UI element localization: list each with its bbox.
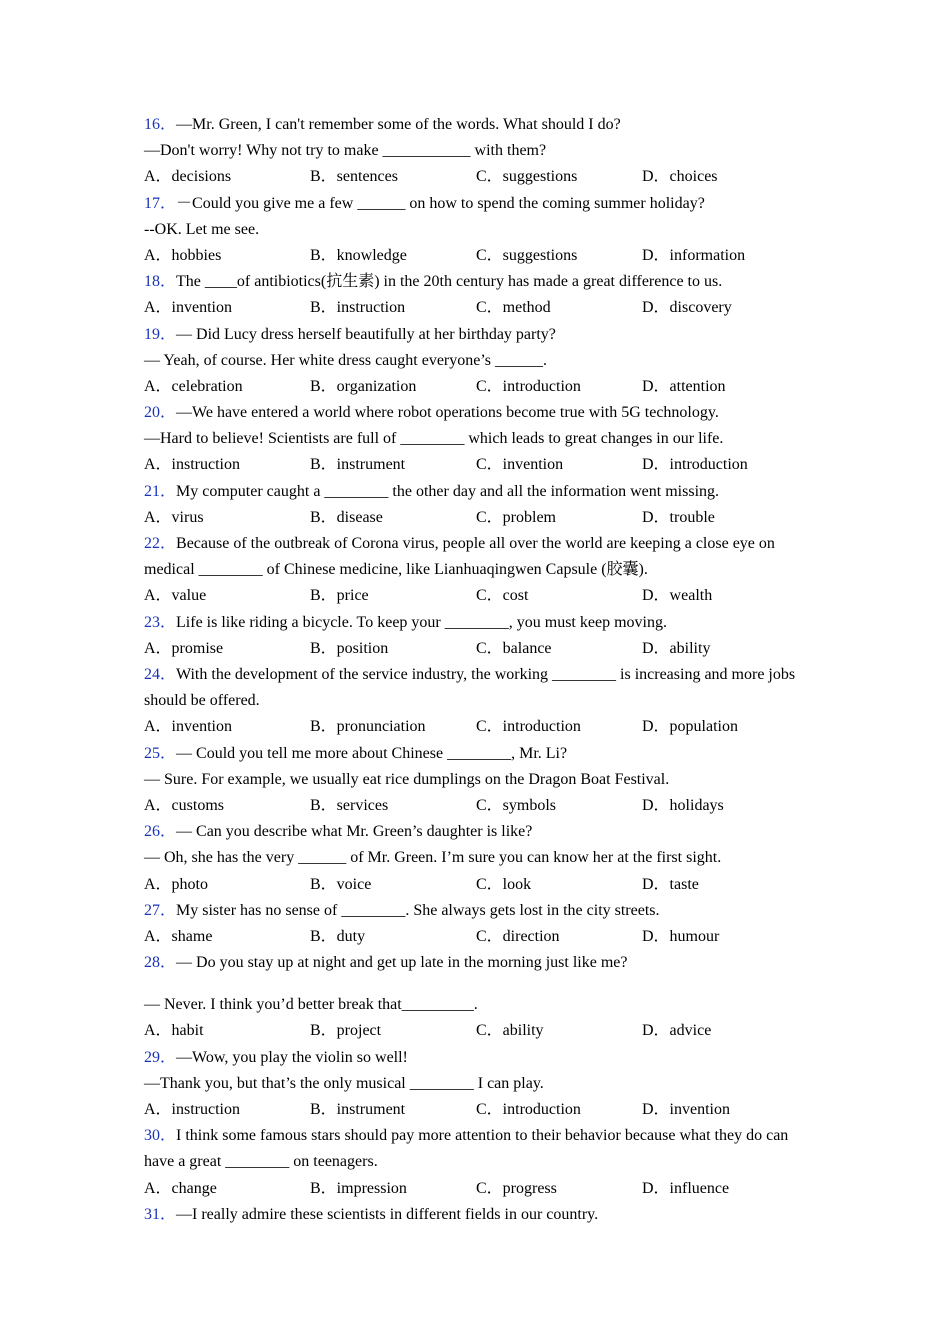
option-d[interactable]: D．discovery (642, 299, 732, 317)
options (144, 295, 810, 321)
option-a[interactable]: A．celebration (144, 377, 243, 395)
option-c[interactable]: C．progress (476, 1179, 557, 1197)
question-number: 28． (144, 954, 177, 972)
question-stem: 18．The ____of antibiotics(抗生素) in the 20th century has made a great difference to us. (144, 273, 723, 291)
options (144, 164, 810, 190)
option-c[interactable]: C．invention (476, 456, 564, 474)
question-31 (144, 1202, 810, 1228)
option-a[interactable]: A．value (144, 587, 207, 605)
options (144, 243, 810, 269)
option-b[interactable]: B．position (310, 639, 389, 657)
blank-gap (144, 976, 810, 992)
options (144, 1176, 810, 1202)
question-stem: 17．－Could you give me a few ______ on how to spend the coming summer holiday? (144, 194, 705, 212)
question-stem-line: — Oh, she has the very ______ of Mr. Green. I’m sure you can know her at the first sight. (144, 849, 722, 867)
option-c[interactable]: C．direction (476, 927, 560, 945)
option-d[interactable]: D．choices (642, 168, 718, 186)
question-stem-line: — Never. I think you’d better break that_________. (144, 996, 478, 1014)
question-30 (144, 1123, 810, 1202)
option-a[interactable]: A．shame (144, 927, 213, 945)
option-d[interactable]: D．wealth (642, 587, 713, 605)
question-stem: 16．—Mr. Green, I can't remember some of the words. What should I do? (144, 116, 621, 133)
option-c[interactable]: C．suggestions (476, 168, 578, 186)
option-d[interactable]: D．information (642, 246, 746, 264)
question-19 (144, 322, 810, 401)
option-d[interactable]: D．influence (642, 1179, 730, 1197)
question-stem: 24．With the development of the service industry, the working ________ is increasing and more jobs should be offered. (144, 665, 796, 710)
option-b[interactable]: B．instrument (310, 456, 406, 474)
question-number: 20． (144, 404, 177, 422)
option-b[interactable]: B．project (310, 1022, 382, 1040)
question-number: 24． (144, 665, 177, 683)
question-list (144, 112, 810, 1228)
question-stem: 26．— Can you describe what Mr. Green’s daughter is like? (144, 823, 533, 841)
option-d[interactable]: D．introduction (642, 456, 748, 474)
option-d[interactable]: D．attention (642, 377, 726, 395)
option-b[interactable]: B．services (310, 796, 389, 814)
option-c[interactable]: C．method (476, 299, 551, 317)
question-stem: 29．—Wow, you play the violin so well! (144, 1048, 408, 1066)
option-c[interactable]: C．symbols (476, 796, 557, 814)
question-stem-line: —Thank you, but that’s the only musical ________ I can play. (144, 1074, 544, 1092)
option-c[interactable]: C．look (476, 875, 532, 893)
option-c[interactable]: C．cost (476, 587, 529, 605)
options (144, 636, 810, 662)
question-22 (144, 531, 810, 610)
option-a[interactable]: A．hobbies (144, 246, 222, 264)
question-number: 25． (144, 744, 177, 762)
option-c[interactable]: C．introduction (476, 718, 581, 736)
options (144, 505, 810, 531)
option-b[interactable]: B．instruction (310, 299, 406, 317)
option-a[interactable]: A．change (144, 1179, 217, 1197)
option-b[interactable]: B．sentences (310, 168, 398, 186)
option-a[interactable]: A．decisions (144, 168, 232, 186)
question-number: 16． (144, 116, 177, 133)
question-number: 21． (144, 482, 177, 500)
option-b[interactable]: B．knowledge (310, 246, 407, 264)
options (144, 452, 810, 478)
question-stem-line: --OK. Let me see. (144, 220, 260, 238)
question-20 (144, 400, 810, 479)
question-28 (144, 950, 810, 1045)
question-number: 31． (144, 1205, 177, 1223)
option-b[interactable]: B．disease (310, 508, 383, 526)
option-d[interactable]: D．ability (642, 639, 711, 657)
option-c[interactable]: C．balance (476, 639, 552, 657)
question-number: 23． (144, 613, 177, 631)
option-b[interactable]: B．organization (310, 377, 417, 395)
question-16 (144, 112, 810, 191)
question-25 (144, 741, 810, 820)
option-c[interactable]: C．introduction (476, 1101, 581, 1118)
option-b[interactable]: B．pronunciation (310, 718, 426, 736)
option-d[interactable]: D．advice (642, 1022, 712, 1040)
question-29 (144, 1045, 810, 1124)
question-stem: 22．Because of the outbreak of Corona virus, people all over the world are keeping a close eye on medical ________ of Chinese medicine, like Lianhuaqingwen Capsule (胶囊). (144, 535, 775, 579)
option-d[interactable]: D．invention (642, 1101, 730, 1118)
question-17 (144, 191, 810, 270)
options (144, 714, 810, 740)
question-number: 19． (144, 325, 177, 343)
option-a[interactable]: A．habit (144, 1022, 204, 1040)
question-number: 17． (144, 194, 177, 212)
option-a[interactable]: A．instruction (144, 456, 240, 474)
question-stem: 25．— Could you tell me more about Chinese ________, Mr. Li? (144, 744, 568, 762)
question-stem: 23．Life is like riding a bicycle. To keep your ________, you must keep moving. (144, 613, 667, 631)
options (144, 1097, 810, 1123)
options (144, 1018, 810, 1044)
question-stem-line: — Yeah, of course. Her white dress caught everyone’s ______. (144, 351, 548, 369)
question-number: 26． (144, 823, 177, 841)
question-stem: 30．I think some famous stars should pay more attention to their behavior because what they do can have a great ________ on teenagers. (144, 1127, 789, 1171)
question-stem: 20．—We have entered a world where robot operations become true with 5G technology. (144, 404, 719, 422)
options (144, 793, 810, 819)
option-d[interactable]: D．holidays (642, 796, 724, 814)
option-a[interactable]: A．promise (144, 639, 224, 657)
question-stem-line: —Hard to believe! Scientists are full of ________ which leads to great changes in our life. (144, 430, 724, 448)
option-c[interactable]: C．ability (476, 1022, 544, 1040)
question-number: 22． (144, 535, 177, 552)
option-a[interactable]: A．customs (144, 796, 225, 814)
option-d[interactable]: D．population (642, 718, 738, 736)
question-stem: 21．My computer caught a ________ the other day and all the information went missing. (144, 482, 720, 500)
option-b[interactable]: B．impression (310, 1179, 407, 1197)
option-c[interactable]: C．introduction (476, 377, 581, 395)
question-stem: 28．— Do you stay up at night and get up late in the morning just like me? (144, 954, 628, 972)
option-c[interactable]: C．suggestions (476, 246, 578, 264)
question-number: 18． (144, 273, 177, 291)
option-a[interactable]: A．invention (144, 718, 232, 736)
option-c[interactable]: C．problem (476, 508, 556, 526)
options (144, 374, 810, 400)
option-a[interactable]: A．invention (144, 299, 232, 317)
option-d[interactable]: D．trouble (642, 508, 715, 526)
question-stem: 31．—I really admire these scientists in different fields in our country. (144, 1205, 599, 1223)
question-21 (144, 479, 810, 531)
question-24 (144, 662, 810, 741)
option-a[interactable]: A．instruction (144, 1101, 240, 1118)
option-b[interactable]: B．price (310, 587, 369, 605)
question-stem: 27．My sister has no sense of ________. She always gets lost in the city streets. (144, 901, 660, 919)
question-23 (144, 610, 810, 662)
option-a[interactable]: A．photo (144, 875, 209, 893)
question-stem-line: — Sure. For example, we usually eat rice dumplings on the Dragon Boat Festival. (144, 770, 670, 788)
question-stem: 19．— Did Lucy dress herself beautifully at her birthday party? (144, 325, 556, 343)
option-b[interactable]: B．duty (310, 927, 366, 945)
option-a[interactable]: A．virus (144, 508, 204, 526)
option-d[interactable]: D．humour (642, 927, 720, 945)
option-b[interactable]: B．instrument (310, 1101, 406, 1118)
question-number: 30． (144, 1127, 177, 1145)
option-b[interactable]: B．voice (310, 875, 372, 893)
question-number: 27． (144, 901, 177, 919)
question-26 (144, 819, 810, 898)
question-number: 29． (144, 1048, 177, 1066)
option-d[interactable]: D．taste (642, 875, 699, 893)
question-stem-line: —Don't worry! Why not try to make ___________ with them? (144, 142, 547, 160)
question-27 (144, 898, 810, 950)
options (144, 924, 810, 950)
options (144, 583, 810, 609)
options (144, 872, 810, 898)
question-18 (144, 269, 810, 321)
